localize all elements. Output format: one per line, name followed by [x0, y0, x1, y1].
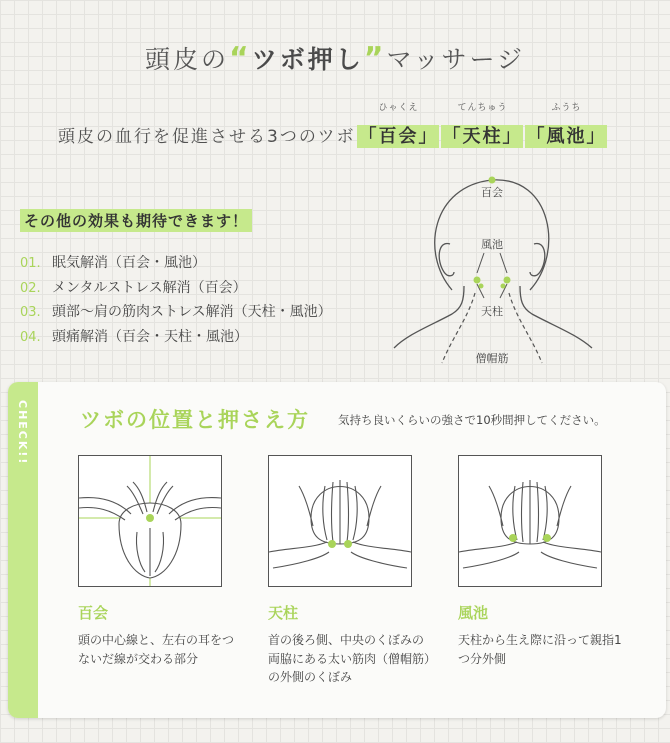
- trapezius-right-line: [509, 293, 542, 363]
- point-desc-fuchi: 天柱から生え際に沿って親指1つ分外側: [458, 633, 622, 666]
- check-card: [8, 382, 666, 718]
- label-soubokin: 僧帽筋: [475, 352, 509, 365]
- label-tenchu: 天柱: [481, 305, 503, 318]
- arrow-fuchi-right: [500, 253, 507, 273]
- list-item: 01. 眠気解消（百会・風池）: [20, 255, 206, 271]
- tsubo-fuchi: ふうち 「風池」: [526, 103, 607, 147]
- fuchi-point-right: [504, 277, 511, 284]
- page-title: 頭皮の“ツボ押し”マッサージ: [145, 41, 525, 76]
- subtitle: 頭皮の血行を促進させる3つのツボ ひゃくえ 「百会」 てんちゅう 「天柱」 ふうち 「風池」: [58, 103, 607, 147]
- label-fuchi: 風池: [481, 238, 503, 251]
- fuchi-illustration: [458, 455, 602, 587]
- fuchi-point-left: [474, 277, 481, 284]
- point-desc-hyakue: 頭の中心線と、左右の耳をつないだ線が交わる部分: [78, 633, 235, 666]
- list-item: 04. 頭痛解消（百会・天柱・風池）: [20, 328, 248, 345]
- tsubo-hyakue: ひゃくえ 「百会」: [358, 103, 439, 147]
- effects-heading: その他の効果も期待できます！: [20, 209, 252, 232]
- hyakue-illustration: [78, 455, 222, 587]
- hyakue-point: [489, 177, 496, 184]
- check-tab: CHECK!!: [8, 382, 38, 718]
- tenchu-point-right: [501, 284, 506, 289]
- point-name-fuchi: 風池: [458, 604, 489, 622]
- card-title: ツボの位置と押さえ方: [80, 408, 310, 432]
- card-subtitle: 気持ち良いくらいの強さで10秒間押してください。: [338, 413, 606, 427]
- arrow-fuchi-left: [477, 253, 484, 273]
- head-diagram: [380, 168, 620, 373]
- point-name-tenchu: 天柱: [268, 604, 299, 622]
- tsubo-tenchu: てんちゅう 「天柱」: [442, 103, 523, 147]
- list-item: 02. メンタルストレス解消（百会）: [20, 279, 247, 296]
- tenchu-illustration: [268, 455, 412, 587]
- left-ear: [439, 243, 454, 275]
- trapezius-left-line: [442, 293, 475, 363]
- tenchu-point-left: [479, 284, 484, 289]
- list-item: 03. 頭部〜肩の筋肉ストレス解消（天柱・風池）: [20, 304, 332, 320]
- point-name-hyakue: 百会: [78, 604, 109, 622]
- point-desc-tenchu: 首の後ろ側、中央のくぼみの両脇にある太い筋肉（僧帽筋）の外側のくぼみ: [268, 633, 431, 685]
- effects-list: [20, 252, 332, 350]
- label-hyakue: 百会: [481, 186, 503, 199]
